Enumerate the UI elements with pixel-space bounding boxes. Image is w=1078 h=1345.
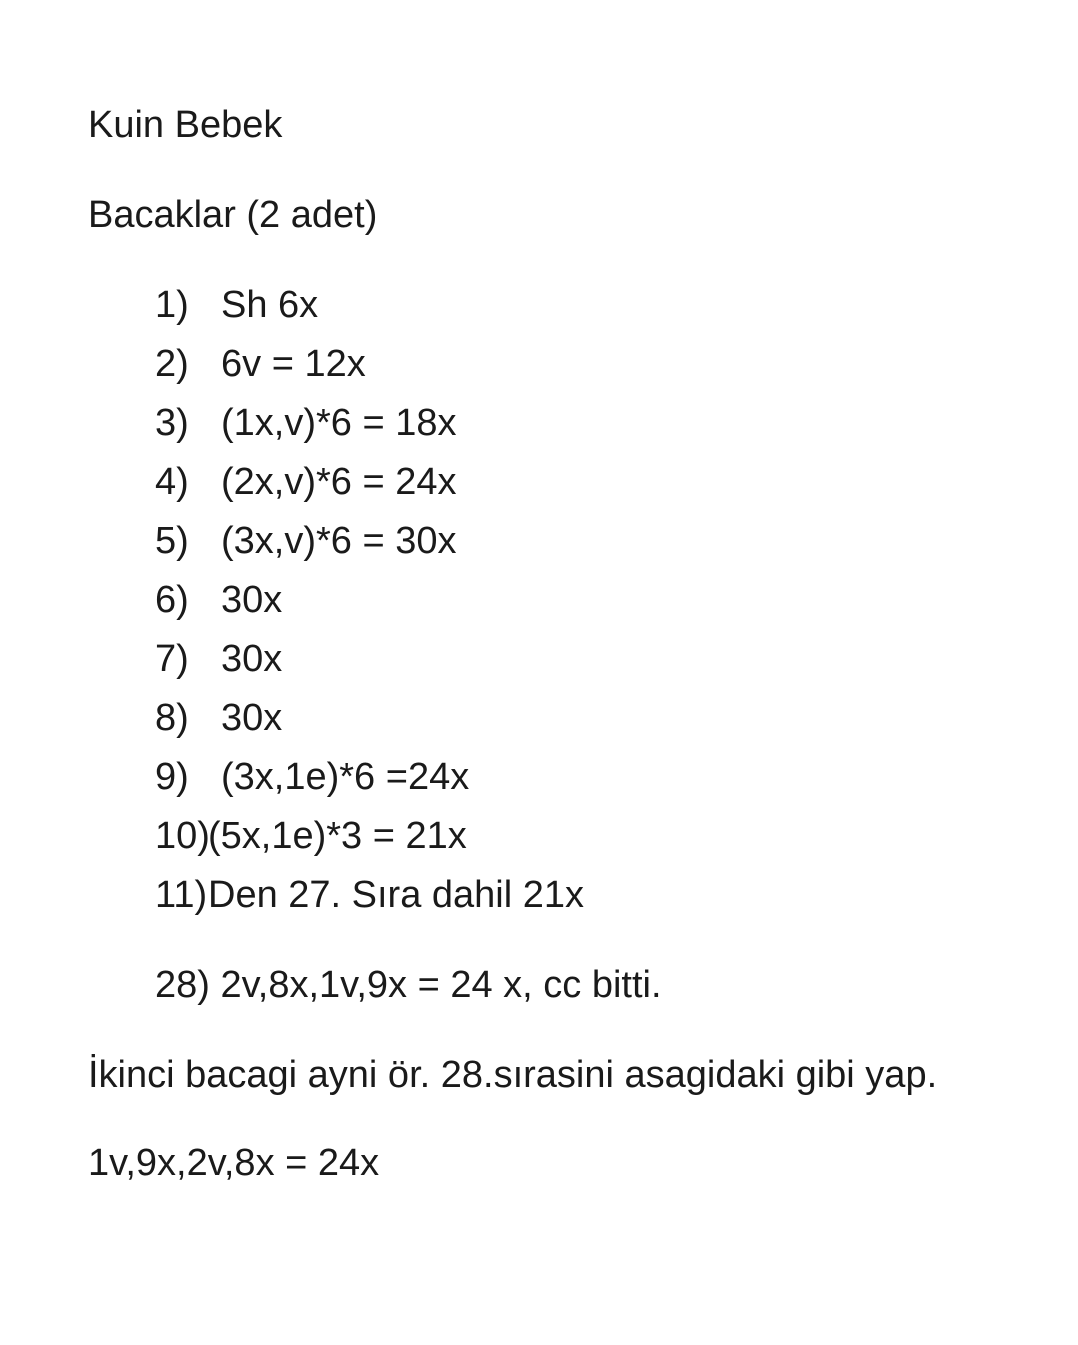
row-number: 7) <box>155 638 189 680</box>
second-leg-note: İkinci bacagi ayni ör. 28.sırasini asagidaki gibi yap. <box>88 1054 938 1096</box>
row-number: 11) <box>155 874 208 916</box>
row-instruction: (5x,1e)*3 = 21x <box>208 815 467 857</box>
row-instruction: Den 27. Sıra dahil 21x <box>208 874 585 916</box>
row-number: 10) <box>155 815 210 857</box>
row-instruction: 30x <box>221 638 283 680</box>
row-number: 6) <box>155 579 189 621</box>
row-number: 4) <box>155 461 189 503</box>
second-leg-row-28: 1v,9x,2v,8x = 24x <box>88 1142 380 1184</box>
row-instruction: (2x,v)*6 = 24x <box>221 461 457 503</box>
row-number: 9) <box>155 756 189 798</box>
row-number: 8) <box>155 697 189 739</box>
row-instruction: (3x,1e)*6 =24x <box>221 756 470 798</box>
row-instruction: 6v = 12x <box>221 343 366 385</box>
row-number: 3) <box>155 402 189 444</box>
row-number: 2) <box>155 343 189 385</box>
row-number: 1) <box>155 284 189 326</box>
row-instruction: (3x,v)*6 = 30x <box>221 520 457 562</box>
row-28-instruction: 28) 2v,8x,1v,9x = 24 x, cc bitti. <box>155 964 662 1006</box>
row-number: 5) <box>155 520 189 562</box>
document-title: Kuin Bebek <box>88 104 283 146</box>
row-instruction: (1x,v)*6 = 18x <box>221 402 457 444</box>
section-heading: Bacaklar (2 adet) <box>88 194 378 236</box>
row-instruction: 30x <box>221 579 283 621</box>
row-instruction: 30x <box>221 697 283 739</box>
row-instruction: Sh 6x <box>221 284 319 326</box>
